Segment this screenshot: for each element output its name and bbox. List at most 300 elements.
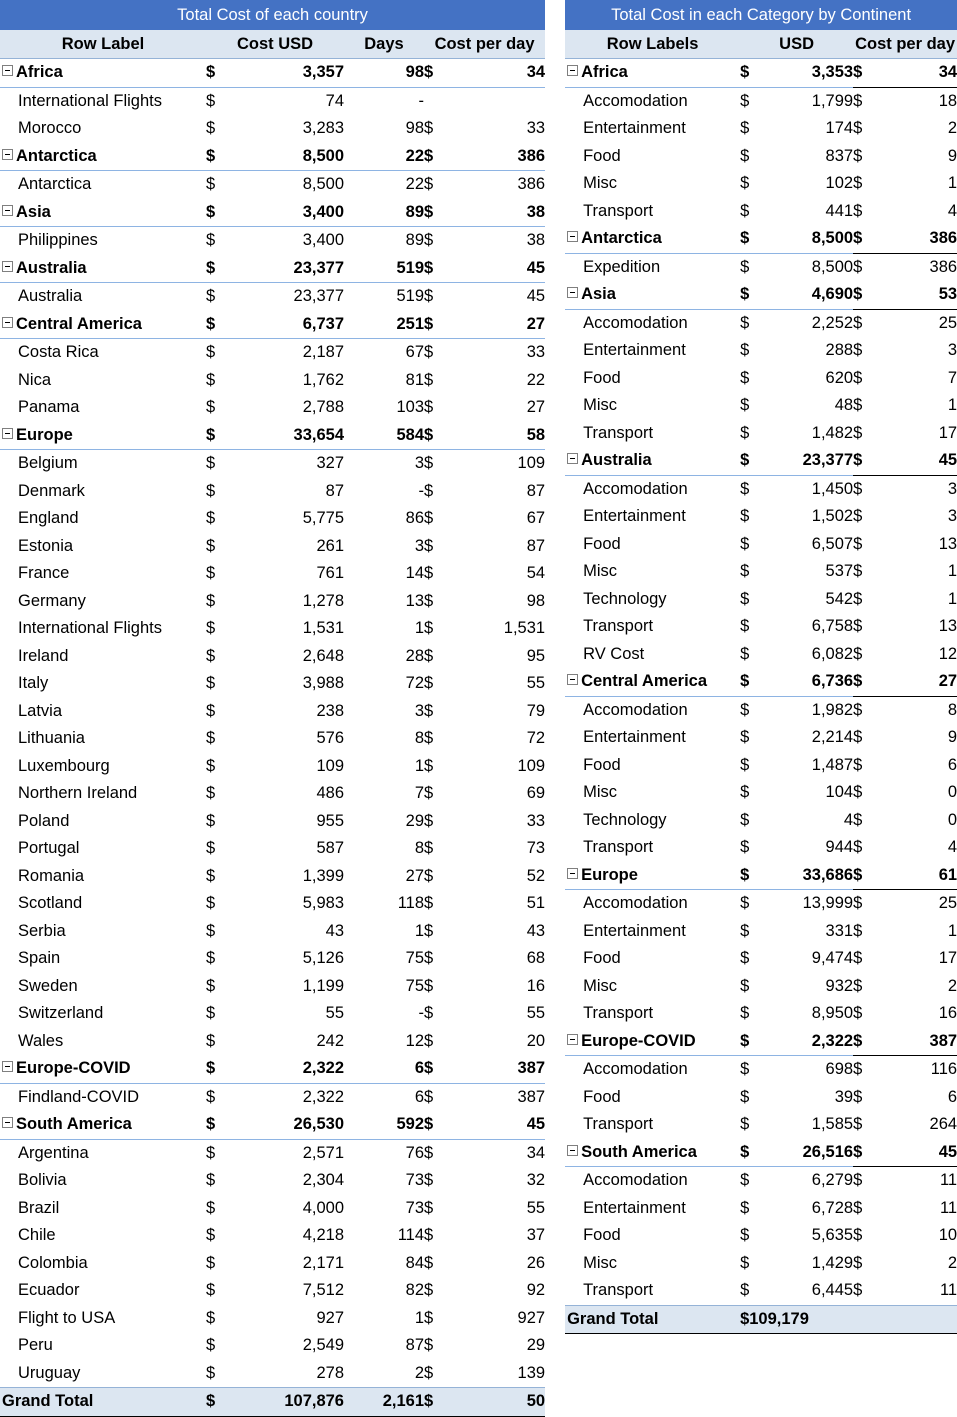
row-label-right-15 (565, 475, 740, 503)
days-value: 73 (405, 1198, 424, 1217)
left-grand-total-cpd: 50 (452, 1388, 545, 1417)
row-label-right-40 (565, 1167, 740, 1195)
category-row (565, 420, 957, 448)
row-label-text: Antarctica (18, 175, 92, 193)
cost-per-day-currency: $ (424, 976, 434, 995)
usd-currency: $ (740, 1226, 750, 1244)
cost-per-day-value: 32 (526, 1171, 546, 1189)
days-value: 3 (414, 454, 424, 472)
row-label-right-36 (565, 1056, 740, 1084)
row-label-right-6[interactable] (565, 225, 740, 253)
row-label-left-10 (0, 339, 206, 367)
continent-row (565, 1139, 957, 1167)
collapse-minus-icon[interactable] (567, 868, 578, 879)
row-label-right-19 (565, 586, 740, 614)
left-table-header-row (0, 30, 545, 59)
row-label-text: Wales (18, 1031, 64, 1050)
cost-per-day-currency: $ (424, 1253, 434, 1272)
cost-per-day-currency: $ (853, 507, 863, 525)
row-label-text: Antarctica (581, 229, 662, 247)
row-label-right-12 (565, 392, 740, 420)
row-label-text: Misc (583, 976, 617, 995)
row-label-right-20 (565, 613, 740, 641)
cost-per-day-currency: $ (424, 866, 434, 885)
continent-row (0, 422, 545, 450)
usd-value: 8,500 (811, 257, 854, 276)
cost-usd-currency: $ (206, 839, 216, 857)
cost-per-day-value: 2 (947, 119, 957, 137)
country-row (0, 863, 545, 891)
days-value: 3 (414, 701, 424, 720)
row-label-right-21 (565, 641, 740, 669)
cost-usd-currency: $ (206, 674, 216, 692)
category-row (565, 724, 957, 752)
country-row (0, 367, 545, 395)
cost-per-day-currency: $ (424, 481, 434, 500)
usd-value: 6,445 (811, 1281, 854, 1299)
row-label-text: Central America (581, 672, 708, 690)
row-label-text: Asia (16, 202, 51, 221)
cost-per-day-value (452, 87, 545, 115)
cost-per-day-value: 139 (517, 1363, 546, 1382)
category-row (565, 1111, 957, 1139)
cost-per-day-value: 0 (947, 810, 957, 829)
row-label-text: Panama (18, 398, 80, 416)
days-value: 6 (344, 1055, 424, 1083)
collapse-minus-icon[interactable] (567, 674, 578, 685)
cost-usd-currency: $ (206, 370, 216, 389)
cost-usd-currency: $ (206, 143, 234, 171)
row-label-right-22[interactable] (565, 668, 740, 696)
country-row (0, 283, 545, 311)
category-row (565, 807, 957, 835)
cost-per-day-currency: $ (853, 479, 863, 498)
cost-usd-currency: $ (206, 1308, 216, 1327)
row-label-left-21 (0, 643, 206, 671)
cost-usd-currency: $ (206, 1281, 216, 1299)
row-label-text: Ireland (18, 646, 69, 665)
cost-per-day-currency: $ (853, 91, 863, 110)
days-value: 87 (405, 1336, 424, 1354)
cost-usd-value: 3,283 (302, 119, 344, 137)
cost-usd-currency: $ (206, 729, 216, 747)
collapse-minus-icon[interactable] (567, 65, 578, 76)
country-row (0, 394, 545, 422)
cost-usd-value: 2,187 (302, 343, 344, 361)
left-grand-total-cpd-currency: $ (424, 1388, 452, 1417)
collapse-minus-icon[interactable] (567, 287, 578, 298)
category-row (565, 696, 957, 724)
row-label-text: Argentina (18, 1143, 89, 1162)
country-row (0, 588, 545, 616)
collapse-minus-icon[interactable] (2, 261, 13, 272)
cost-usd-currency: $ (206, 199, 234, 227)
usd-currency: $ (740, 201, 750, 220)
collapse-minus-icon[interactable] (567, 1145, 578, 1156)
cost-per-day-value: 79 (526, 701, 546, 720)
usd-currency: $ (740, 341, 750, 359)
cost-per-day-currency: $ (424, 1226, 434, 1244)
row-label-right-24 (565, 724, 740, 752)
continent-row (565, 668, 957, 696)
cost-per-day-currency: $ (853, 921, 863, 940)
row-label-text: Accomodation (583, 479, 688, 498)
cost-per-day-value: 2 (947, 976, 957, 995)
row-label-text: Food (583, 146, 621, 165)
continent-row (0, 199, 545, 227)
collapse-minus-icon[interactable] (2, 317, 13, 328)
usd-value: 104 (825, 783, 854, 801)
country-row (0, 1000, 545, 1028)
row-label-left-38[interactable] (0, 1111, 206, 1139)
cost-usd-currency: $ (206, 894, 216, 912)
row-label-right-29[interactable] (565, 862, 740, 890)
row-label-left-28 (0, 835, 206, 863)
left-grand-total-label: Grand Total (0, 1388, 206, 1417)
cost-per-day-value: 386 (517, 175, 546, 193)
cost-usd-value: 33,654 (234, 422, 344, 450)
cost-per-day-currency: $ (424, 564, 434, 582)
country-row (0, 505, 545, 533)
continent-row (565, 447, 957, 475)
row-label-text: Europe (16, 425, 73, 444)
cost-per-day-currency: $ (853, 59, 881, 88)
row-label-left-5[interactable] (0, 199, 206, 227)
country-row (0, 780, 545, 808)
row-label-left-26 (0, 780, 206, 808)
collapse-minus-icon[interactable] (2, 428, 13, 439)
row-label-text: Accomodation (583, 1060, 688, 1078)
category-row (565, 973, 957, 1001)
cost-usd-value: 3,988 (302, 674, 344, 692)
cost-per-day-currency: $ (424, 287, 434, 305)
country-row (0, 1277, 545, 1305)
row-label-right-28 (565, 834, 740, 862)
country-row (0, 1139, 545, 1167)
row-label-text: England (18, 509, 79, 527)
row-label-text: Antarctica (16, 146, 97, 165)
country-row (0, 725, 545, 753)
row-label-left-44 (0, 1277, 206, 1305)
cost-per-day-currency: $ (424, 839, 434, 857)
country-row (0, 753, 545, 781)
usd-currency: $ (740, 810, 750, 829)
row-label-text: Accomodation (583, 1171, 688, 1189)
cost-usd-value: 486 (316, 784, 344, 802)
continent-row (0, 1111, 545, 1139)
cost-per-day-value: 38 (452, 199, 545, 227)
column-header-cost-per-day-right[interactable]: Cost per day (853, 30, 957, 59)
continent-row (0, 143, 545, 171)
column-header-cost-usd[interactable]: Cost USD (206, 30, 344, 59)
cost-per-day-currency: $ (853, 783, 863, 801)
collapse-minus-icon[interactable] (2, 1117, 13, 1128)
row-label-text: Denmark (18, 481, 85, 500)
row-label-right-35[interactable] (565, 1028, 740, 1056)
cost-usd-currency: $ (206, 509, 216, 527)
row-label-text: Food (583, 755, 621, 774)
usd-currency: $ (740, 119, 750, 137)
usd-value: 288 (825, 341, 854, 359)
cost-per-day-value: 33 (526, 811, 546, 830)
usd-currency: $ (740, 700, 750, 719)
cost-per-day-value: 25 (938, 894, 957, 912)
cost-usd-currency: $ (206, 1111, 234, 1139)
cost-per-day-value: 9 (947, 728, 957, 746)
usd-currency: $ (740, 921, 750, 940)
cost-per-day-value: 11 (939, 1171, 957, 1189)
category-row (565, 834, 957, 862)
row-label-left-11 (0, 367, 206, 395)
row-label-text: Europe (581, 865, 638, 884)
usd-currency: $ (740, 1253, 750, 1272)
row-label-left-36[interactable] (0, 1055, 206, 1083)
column-header-days[interactable]: Days (344, 30, 424, 59)
row-label-text: Scotland (18, 894, 83, 912)
row-label-text: Poland (18, 811, 70, 830)
category-row (565, 1167, 957, 1195)
cost-per-day-value: 8 (947, 700, 957, 719)
cost-per-day-value: 27 (526, 398, 546, 416)
row-label-left-20 (0, 615, 206, 643)
cost-per-day-value: 87 (526, 536, 546, 555)
row-label-right-23 (565, 696, 740, 724)
right-grand-total-label: Grand Total (565, 1305, 740, 1334)
category-row (565, 143, 957, 171)
row-label-right-14[interactable] (565, 447, 740, 475)
usd-currency: $ (740, 423, 750, 442)
usd-value: 26,516 (768, 1139, 853, 1167)
days-value: 6 (414, 1087, 424, 1106)
row-label-text: France (18, 564, 70, 582)
row-label-text: Technology (583, 589, 667, 608)
row-label-text: Transport (583, 423, 654, 442)
category-row (565, 558, 957, 586)
cost-per-day-value: 68 (526, 949, 546, 967)
cost-usd-value: 3,400 (302, 231, 344, 249)
collapse-minus-icon[interactable] (567, 1034, 578, 1045)
row-label-left-0[interactable] (0, 59, 206, 88)
collapse-minus-icon[interactable] (2, 205, 13, 216)
cost-usd-currency: $ (206, 311, 234, 339)
row-label-text: Food (583, 1087, 621, 1106)
row-label-right-27 (565, 807, 740, 835)
row-label-left-13[interactable] (0, 422, 206, 450)
cost-per-day-value: 16 (526, 976, 546, 995)
category-row (565, 613, 957, 641)
usd-currency: $ (740, 479, 750, 498)
continent-row (0, 255, 545, 283)
left-grand-total-currency: $ (206, 1388, 234, 1417)
days-value: 103 (396, 398, 424, 416)
row-label-left-7[interactable] (0, 255, 206, 283)
usd-value: 6,507 (811, 534, 854, 553)
cost-per-day-currency: $ (424, 59, 452, 88)
row-label-left-29 (0, 863, 206, 891)
category-row (565, 337, 957, 365)
row-label-left-3[interactable] (0, 143, 206, 171)
usd-currency: $ (740, 783, 750, 801)
column-header-cost-per-day[interactable]: Cost per day (424, 30, 545, 59)
row-label-right-31 (565, 918, 740, 946)
cost-per-day-currency: $ (424, 422, 452, 450)
cost-usd-currency: $ (206, 619, 216, 637)
collapse-minus-icon[interactable] (567, 453, 578, 464)
row-label-text: Northern Ireland (18, 784, 138, 802)
cost-per-day-value: 13 (938, 534, 957, 553)
cost-per-day-currency: $ (853, 589, 863, 608)
cost-usd-currency: $ (206, 591, 216, 610)
days-value: 519 (344, 255, 424, 283)
usd-value: 4,690 (768, 281, 853, 309)
right-table-header-row (565, 30, 957, 59)
cost-per-day-currency: $ (853, 1060, 863, 1078)
category-row (565, 586, 957, 614)
row-label-left-9[interactable] (0, 311, 206, 339)
usd-value: 1,482 (811, 423, 854, 442)
usd-currency: $ (740, 949, 750, 967)
continent-row (565, 281, 957, 309)
cost-usd-value: 8,500 (234, 143, 344, 171)
cost-per-day-value: 0 (947, 783, 957, 801)
usd-value: 2,214 (811, 728, 854, 746)
collapse-minus-icon[interactable] (2, 149, 13, 160)
row-label-right-13 (565, 420, 740, 448)
cost-usd-value: 761 (316, 564, 344, 582)
row-label-right-2 (565, 115, 740, 143)
usd-currency: $ (740, 313, 750, 332)
category-row (565, 475, 957, 503)
cost-per-day-value: 11 (939, 1281, 957, 1299)
row-label-text: Philippines (18, 231, 98, 249)
usd-currency: $ (740, 225, 768, 253)
usd-value: 6,279 (811, 1171, 854, 1189)
column-header-usd[interactable]: USD (740, 30, 853, 59)
cost-per-day-currency: $ (424, 1031, 434, 1050)
cost-per-day-value: 34 (452, 59, 545, 88)
row-label-text: Italy (18, 674, 49, 692)
row-label-right-33 (565, 973, 740, 1001)
cost-usd-value: 587 (316, 839, 344, 857)
usd-currency: $ (740, 281, 768, 309)
days-value: 13 (405, 591, 424, 610)
cost-per-day-value: 55 (526, 674, 546, 692)
column-header-row-label[interactable]: Row Label (0, 30, 206, 59)
usd-value: 3,353 (768, 59, 853, 88)
days-value: 251 (344, 311, 424, 339)
row-label-text: Switzerland (18, 1004, 104, 1022)
row-label-right-30 (565, 890, 740, 918)
category-row (565, 1277, 957, 1305)
cost-per-day-currency: $ (424, 343, 434, 361)
cost-usd-currency: $ (206, 1253, 216, 1272)
category-row (565, 170, 957, 198)
row-label-text: Misc (583, 396, 617, 414)
cost-usd-value: 2,322 (302, 1087, 344, 1106)
cost-usd-currency: $ (206, 536, 216, 555)
row-label-text: Accomodation (583, 894, 688, 912)
country-row (0, 945, 545, 973)
collapse-minus-icon[interactable] (567, 231, 578, 242)
row-label-text: Accomodation (583, 700, 688, 719)
usd-value: 837 (825, 146, 854, 165)
row-label-text: Food (583, 368, 621, 387)
cost-per-day-currency: $ (853, 257, 863, 276)
cost-per-day-currency: $ (424, 729, 434, 747)
cost-per-day-value: 98 (526, 591, 546, 610)
cost-per-day-value: 264 (929, 1115, 957, 1133)
column-header-row-labels[interactable]: Row Labels (565, 30, 740, 59)
row-label-text: Estonia (18, 536, 74, 555)
row-label-right-8[interactable] (565, 281, 740, 309)
row-label-text: Sweden (18, 976, 78, 995)
category-row (565, 779, 957, 807)
days-value: 86 (405, 509, 424, 527)
continent-row (565, 59, 957, 88)
cost-per-day-value: 9 (947, 146, 957, 165)
cost-usd-value: 2,304 (302, 1171, 344, 1189)
continent-row (565, 862, 957, 890)
category-row (565, 945, 957, 973)
usd-currency: $ (740, 755, 750, 774)
usd-currency: $ (740, 1004, 750, 1022)
collapse-minus-icon[interactable] (2, 65, 13, 76)
cost-usd-currency: $ (206, 454, 216, 472)
row-label-text: Transport (583, 1004, 654, 1022)
cost-usd-currency: $ (206, 1336, 216, 1354)
cost-per-day-value: 387 (881, 1028, 957, 1056)
row-label-text: Latvia (18, 701, 63, 720)
row-label-text: Food (583, 1226, 621, 1244)
usd-currency: $ (740, 91, 750, 110)
usd-value: 1,450 (811, 479, 854, 498)
row-label-right-10 (565, 337, 740, 365)
cost-usd-currency: $ (206, 1087, 216, 1106)
row-label-text: Belgium (18, 454, 78, 472)
usd-currency: $ (740, 1139, 768, 1167)
days-value: 3 (414, 536, 424, 555)
row-label-right-39[interactable] (565, 1139, 740, 1167)
row-label-left-23 (0, 698, 206, 726)
row-label-right-0[interactable] (565, 59, 740, 88)
cost-per-day-value: 1 (947, 396, 957, 414)
days-value: 73 (405, 1171, 424, 1189)
cost-per-day-currency: $ (424, 1336, 434, 1354)
usd-currency: $ (740, 1281, 750, 1299)
days-value: - (418, 91, 424, 110)
cost-usd-currency: $ (206, 481, 216, 500)
cost-per-day-currency: $ (853, 644, 863, 663)
cost-per-day-currency: $ (424, 143, 452, 171)
days-value: 28 (405, 646, 424, 665)
row-label-text: Accomodation (583, 91, 688, 110)
cost-usd-value: 6,737 (234, 311, 344, 339)
cost-per-day-currency: $ (424, 701, 434, 720)
cost-per-day-currency: $ (424, 811, 434, 830)
cost-per-day-currency: $ (424, 199, 452, 227)
cost-per-day-currency: $ (424, 756, 434, 775)
days-value: 84 (405, 1253, 424, 1272)
cost-per-day-value: 12 (938, 644, 957, 663)
cost-per-day-value: 45 (526, 287, 546, 305)
country-row (0, 339, 545, 367)
row-label-text: Australia (18, 287, 83, 305)
collapse-minus-icon[interactable] (2, 1061, 13, 1072)
cost-per-day-value: 69 (526, 784, 546, 802)
cost-per-day-currency: $ (853, 1087, 863, 1106)
row-label-right-26 (565, 779, 740, 807)
usd-currency: $ (740, 862, 768, 890)
